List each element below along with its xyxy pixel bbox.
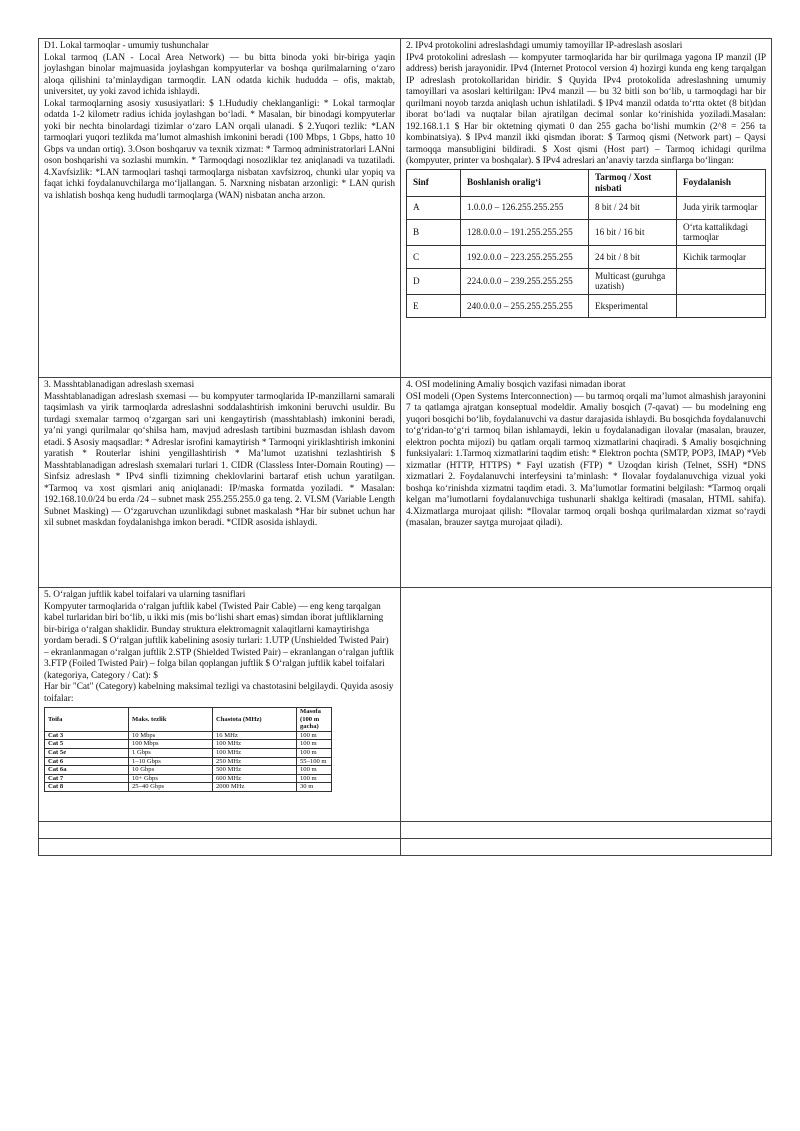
table-cell: Multicast (guruhga uzatish) (589, 268, 677, 294)
table-row (45, 774, 332, 783)
table-cell: 192.0.0.0 – 223.255.255.255 (461, 245, 589, 268)
table-cell: 24 bit / 8 bit (589, 245, 677, 268)
table-cell: 10 Mbps (129, 731, 213, 740)
empty-cell (401, 822, 772, 839)
section-paragraph: Kompyuter tarmoqlarida o‘ralgan juftlik kabel (Twisted Pair Cable) — eng keng tarqalgan kabel turlaridan biri bo‘lib, u ikki mis (mis bo‘lishi shart emas) simdan iborat juftliklarning bir-biriga o‘ralgan shaklidir. Bunday struktura elektromagnit xalaqitlarni kamaytirishga yordam beradi. $ O‘ralgan juftlik kabelining asosiy turlari: 1.UTP (Unshielded Twisted Pair) – ekranlanmagan o‘ralgan juftlik 2.STP (Shielded Twisted Pair) – ekranlangan o‘ralgan juftlik 3.FTP (Foiled Twisted Pair) – folga bilan qoplangan juftlik $ O‘ralgan juftlik kabel toifalari (kategoriya, Category / Cat): $ (44, 601, 394, 681)
section-paragraph: OSI modeli (Open Systems Interconnection) — bu tarmoq orqali ma’lumot almashish jarayonini 7 ta qatlamga ajratgan konseptual modeldir. Amaliy bosqich (7-qavat) — bu modelning eng yuqori bosqichi bo‘lib, foydalanuvchi va dastur darajasida ishlaydi. Bu bosqichda foydalanuvchi to‘g‘ridan-to‘g‘ri tarmoq bilan ishlamaydi, lekin u foydalanadigan ilovalar (masalan, brauzer, elektron pochta mijozi) bu qatlam orqali tarmoq xizmatlarini chaqiradi. $ Amaliy bosqichning funksiyalari: 1.Tarmoq xizmatlarini taqdim etish: * Elektron pochta (SMTP, POP3, IMAP) *Veb xizmatlar (HTTP, HTTPS) * Fayl uzatish (FTP) * Uzoqdan kirish (Telnet, SSH) *DNS xizmatlari 2. Foydalanuvchi interfeysini ta’minlash: * Ilovalar foydalanuvchiga vizual yoki boshqa ko‘rinishda xizmatni taqdim etadi. 3. Ma’lumotlar formatini belgilash: *Tarmoq orqali kelgan ma’lumotlarni foydalanuvchiga tushunarli shaklga keltiradi (masalan, HTML sahifa). 4.Xizmatlarga murojaat qilish: *Ilovalar tarmoq orqali boshqa qurilmalardan xizmat so‘raydi (masalan, brauzer saytga murojaat qiladi). (406, 391, 766, 529)
section-lan (39, 39, 401, 378)
table-cell: Eksperimental (589, 294, 677, 317)
table-cell: C (407, 245, 461, 268)
table-cell: Cat 8 (45, 783, 129, 792)
table-row (407, 294, 766, 317)
table-cell: 8 bit / 24 bit (589, 196, 677, 219)
empty-cell (39, 822, 401, 839)
table-cell: 224.0.0.0 – 239.255.255.255 (461, 268, 589, 294)
table-header: Boshlanish oralig‘i (461, 169, 589, 196)
section-paragraph: Har bir "Cat" (Category) kabelning maksimal tezligi va chastotasini belgilaydi. Quyida asosiy toifalar: (44, 682, 394, 704)
table-cell: B (407, 219, 461, 245)
table-cell: 55–100 m (297, 757, 332, 766)
table-cell: D (407, 268, 461, 294)
table-cell: A (407, 196, 461, 219)
table-cell: 600 MHz (213, 774, 297, 783)
table-cell: 100 MHz (213, 749, 297, 758)
table-cell: 100 Mbps (129, 740, 213, 749)
table-cell: 16 bit / 16 bit (589, 219, 677, 245)
table-header: Toifa (45, 708, 129, 732)
table-header: Maks. tezlik (129, 708, 213, 732)
table-cell: 1.0.0.0 – 126.255.255.255 (461, 196, 589, 219)
table-cell: 16 MHz (213, 731, 297, 740)
table-cell: 25–40 Gbps (129, 783, 213, 792)
table-cell: Cat 5 (45, 740, 129, 749)
section-paragraph: Masshtablanadigan adreslash sxemasi — bu kompyuter tarmoqlarida IP-manzillarni samarali taqsimlash va yirik tarmoqlarda adreslashni soddalashtirish imkonini beruvchi usuldir. Bu turdagi sxemalar tarmoq o‘zgargan sari uni kengaytirish (masshtablash) imkonini beradi, ya’ni yangi qurilmalar qo‘shilsa ham, mavjud adreslash tartibini buzmasdan ishlash davom etadi. $ Asosiy maqsadlar: * Adreslar isrofini kamaytirish * Tarmoqni yiriklashtirish imkonini yaratish * Routerlar ishini yengillashtirish * Ma’lumot uzatishni tezlashtirish $ Masshtablanadigan adreslash sxemalari turlari 1. CIDR (Classless Inter-Domain Routing) — Sinfsiz adreslash * IPv4 sinfli tizimning cheklovlarini bartaraf etish uchun yaratilgan. *Tarmoq va xost qismlari aniq aniqlanadi: IP/maska formatda yoziladi. * Masalan: 192.168.10.0/24 bu erda /24 – subnet mask 255.255.255.0 ga teng. 2. VLSM (Variable Length Subnet Masking) — O‘zgaruvchan uzunlikdagi subnet maskalash *Har bir subnet uchun har xil subnet maskdan foydalanishga imkon beradi. *CIDR asosida ishlaydi. (44, 391, 395, 529)
table-cell: 30 m (297, 783, 332, 792)
section-title: D1. Lokal tarmoqlar - umumiy tushunchalar (44, 41, 209, 51)
section-title: 5. O‘ralgan juftlik kabel toifalari va ularning tasniflari (44, 590, 246, 600)
table-cell: 1 Gbps (129, 749, 213, 758)
table-header: Foydalanish (677, 169, 766, 196)
section-paragraph: IPv4 protokolini adreslash — kompyuter tarmoqlarida har bir qurilmaga yagona IP manzil (IP address) berish jarayonidir. IPv4 (Internet Protocol version 4) hozirgi kunda eng keng tarqalgan IP adreslash protokollaridan biridir. $ Quyida IPv4 protokolida adreslashning umumiy tamoyillari va asoslari keltirilgan: IPv4 manzil — bu 32 bitli son bo‘lib, u tarmoqdagi har bir qurilmani noyob tarzda aniqlash uchun ishlatiladi. $ IPv4 manzil odatda to‘rtta oktet (8 bit)dan iborat bo‘ladi va nuqtalar bilan ajratilgan decimal sonlar ko‘rinishida yoziladi.Masalan: 192.168.1.1 $ Har bir oktetning qiymati 0 dan 255 gacha bo‘lishi mumkin (2^8 = 256 ta kombinatsiya). $ IPv4 manzil ikki qismdan iborat: $ Tarmoq qismi (Network part) – Qaysi tarmoqqa mansubligini bildiradi. $ Xost qismi (Host part) – Tarmoq ichidagi qurilma (kompyuter, printer va boshqalar). $ IPv4 adreslari an’anaviy tarzda sinflarga bo‘lingan: (406, 52, 766, 167)
table-cell: 250 MHz (213, 757, 297, 766)
table-header: Tarmoq / Xost nisbati (589, 169, 677, 196)
table-cell: 100 m (297, 731, 332, 740)
table-cell: 128.0.0.0 – 191.255.255.255 (461, 219, 589, 245)
table-row (45, 757, 332, 766)
table-row (407, 268, 766, 294)
table-cell: 100 MHz (213, 740, 297, 749)
table-row (45, 731, 332, 740)
section-osi-application (401, 378, 772, 588)
table-cell: 500 MHz (213, 766, 297, 775)
table-header: Sinf (407, 169, 461, 196)
table-cell: Cat 5e (45, 749, 129, 758)
table-cell: 100 m (297, 774, 332, 783)
section-paragraph: Lokal tarmoqlarning asosiy xususiyatlari: $ 1.Hududiy cheklanganligi: * Lokal tarmoqlar odatda 1-2 kilometr radius ichida joylashgan bo‘ladi. * Masalan, bir binodagi kompyuterlar yoki bir nechta binolardagi tizimlar o‘zaro LAN orqali ulanadi. $ 2.Yuqori tezlik: *LAN tarmoqlari yuqori tezlikda ma’lumot almashish imkonini beradi (100 Mbps, 1 Gbps, hatto 10 Gbps va undan ortiq). 3.Oson boshqaruv va texnik xizmat: * Tarmoq administratorlari LANni oson boshqarishi va sozlashi mumkin. * Tarmoqdagi nosozliklar tez aniqlanadi va tuzatiladi. 4.Xavfsizlik: *LAN tarmoqlari tashqi tarmoqlarga nisbatan xavfsizroq, chunki ular yopiq va faqat ichki foydalanuvchilarga mo‘ljallangan. 5. Narxning nisbatan arzonligi: * LAN qurish va ishlatish boshqa keng hududli tarmoqlarga (WAN) nisbatan ancha arzon. (44, 98, 395, 201)
table-row (45, 749, 332, 758)
table-header: Masofa (100 m gacha) (297, 708, 332, 732)
ip-class-table (406, 169, 766, 318)
cable-category-table (44, 707, 332, 792)
table-cell: Juda yirik tarmoqlar (677, 196, 766, 219)
table-cell: Cat 6 (45, 757, 129, 766)
table-header-row (407, 169, 766, 196)
table-cell: 100 m (297, 749, 332, 758)
empty-cell (401, 588, 772, 822)
empty-cell (401, 839, 772, 856)
section-twisted-pair (39, 588, 401, 822)
table-header-row (45, 708, 332, 732)
table-cell: Cat 3 (45, 731, 129, 740)
table-row (407, 245, 766, 268)
table-cell: 100 m (297, 766, 332, 775)
table-cell: 240.0.0.0 – 255.255.255.255 (461, 294, 589, 317)
table-cell: Cat 7 (45, 774, 129, 783)
empty-cell (39, 839, 401, 856)
section-title: 2. IPv4 protokolini adreslashdagi umumiy tamoyillar IP-adreslash asoslari (406, 41, 683, 51)
table-row (407, 196, 766, 219)
table-cell: Kichik tarmoqlar (677, 245, 766, 268)
section-title: 3. Masshtablanadigan adreslash sxemasi (44, 380, 195, 390)
table-row (45, 766, 332, 775)
table-row (407, 219, 766, 245)
table-cell: 10 Gbps (129, 766, 213, 775)
table-row (45, 740, 332, 749)
table-header: Chastota (MHz) (213, 708, 297, 732)
table-cell: 10+ Gbps (129, 774, 213, 783)
document-grid (38, 38, 772, 856)
table-cell (677, 268, 766, 294)
section-title: 4. OSI modelining Amaliy bosqich vazifasi nimadan iborat (406, 380, 626, 390)
table-row (45, 783, 332, 792)
table-cell: 100 m (297, 740, 332, 749)
table-cell (677, 294, 766, 317)
table-cell: E (407, 294, 461, 317)
table-cell: 1–10 Gbps (129, 757, 213, 766)
section-paragraph: Lokal tarmoq (LAN - Local Area Network) — bu bitta binoda yoki bir-biriga yaqin joylashgan binolar majmuasida joylashgan kompyuterlar va boshqa qurilmalarning o‘zaro aloqa qilishini ta’minlaydigan tarmoqdir. LAN odatda kichik hududda – ofis, maktab, universitet, uy yoki zavod ichida ishlaydi. (44, 52, 395, 98)
section-scalable-addressing (39, 378, 401, 588)
section-ipv4 (401, 39, 772, 378)
table-cell: O‘rta kattalikdagi tarmoqlar (677, 219, 766, 245)
table-cell: 2000 MHz (213, 783, 297, 792)
table-cell: Cat 6a (45, 766, 129, 775)
